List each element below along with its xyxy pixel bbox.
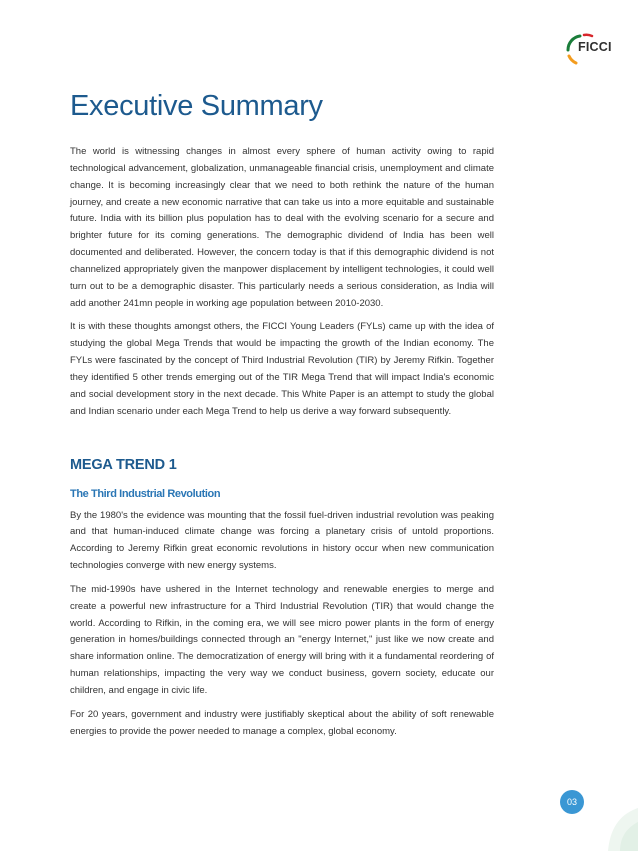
- mega-trend-subheading: The Third Industrial Revolution: [70, 487, 221, 500]
- ficci-logo: [558, 26, 618, 70]
- intro-paragraph-1: The world is witnessing changes in almost every sphere of human activity owing to rapid technological advancement, globalization, unmanageable financial crisis, unemployment and climate change. It is becoming increasingly clear that we need to both rethink the nature of the human journey, and create a new economic narrative that can take us into a more equitable and sustainable future. India with its billion plus population has to deal with the evolving scenario for a secure and brighter future for its coming generations. The demographic dividend of India has been well documented and deliberated. However, the concern today is that if this demographic dividend is not channelized appropriately given the manpower displacement by intelligent technologies, it could well turn out to be a demographic disaster. This particularly needs a serious consideration, as India will add another 241mn people in working age population between 2010-2030.: [70, 146, 494, 309]
- mega-trend-heading: MEGA TREND 1: [70, 456, 177, 473]
- mega-trend-paragraph-1: By the 1980's the evidence was mounting that the fossil fuel-driven industrial revolution was peaking and that human-induced climate change was forcing a planetary crisis of untold proportions. According to Jeremy Rifkin great economic revolutions in history occur when new communication technologies converge with new energy systems.: [70, 509, 494, 572]
- corner-decoration-icon: [598, 800, 638, 851]
- main-content: [70, 86, 494, 740]
- logo-text: FICCI: [578, 40, 612, 54]
- page-title: Executive Summary: [70, 90, 323, 122]
- mega-trend-paragraph-3: For 20 years, government and industry were justifiably skeptical about the ability of soft renewable energies to provide the power needed to manage a complex, global economy.: [70, 708, 494, 737]
- mega-trend-paragraph-2: The mid-1990s have ushered in the Internet technology and renewable energies to merge and create a powerful new infrastructure for a Third Industrial Revolution (TIR) that would change the world. According to Rifkin, in the coming era, we will see micro power plants in the form of energy generation in homes/buildings connected through an "energy Internet," just like we now create and share information online. The democratization of energy will bring with it a fundamental reordering of human relationships, impacting the very way we conduct business, govern society, educate our children, and engage in civic life.: [70, 583, 494, 696]
- intro-paragraph-2: It is with these thoughts amongst others, the FICCI Young Leaders (FYLs) came up with the idea of studying the global Mega Trends that would be impacting the growth of the Indian economy. The FYLs were fascinated by the concept of Third Industrial Revolution (TIR) by Jeremy Rifkin. Together they identified 5 other trends emerging out of the TIR Mega Trend that will impact India's economic and social development story in the next decade. This White Paper is an attempt to study the global and Indian scenario under each Mega Trend to help us derive a way forward subsequently.: [70, 321, 494, 417]
- page-number-badge: 03: [560, 790, 584, 814]
